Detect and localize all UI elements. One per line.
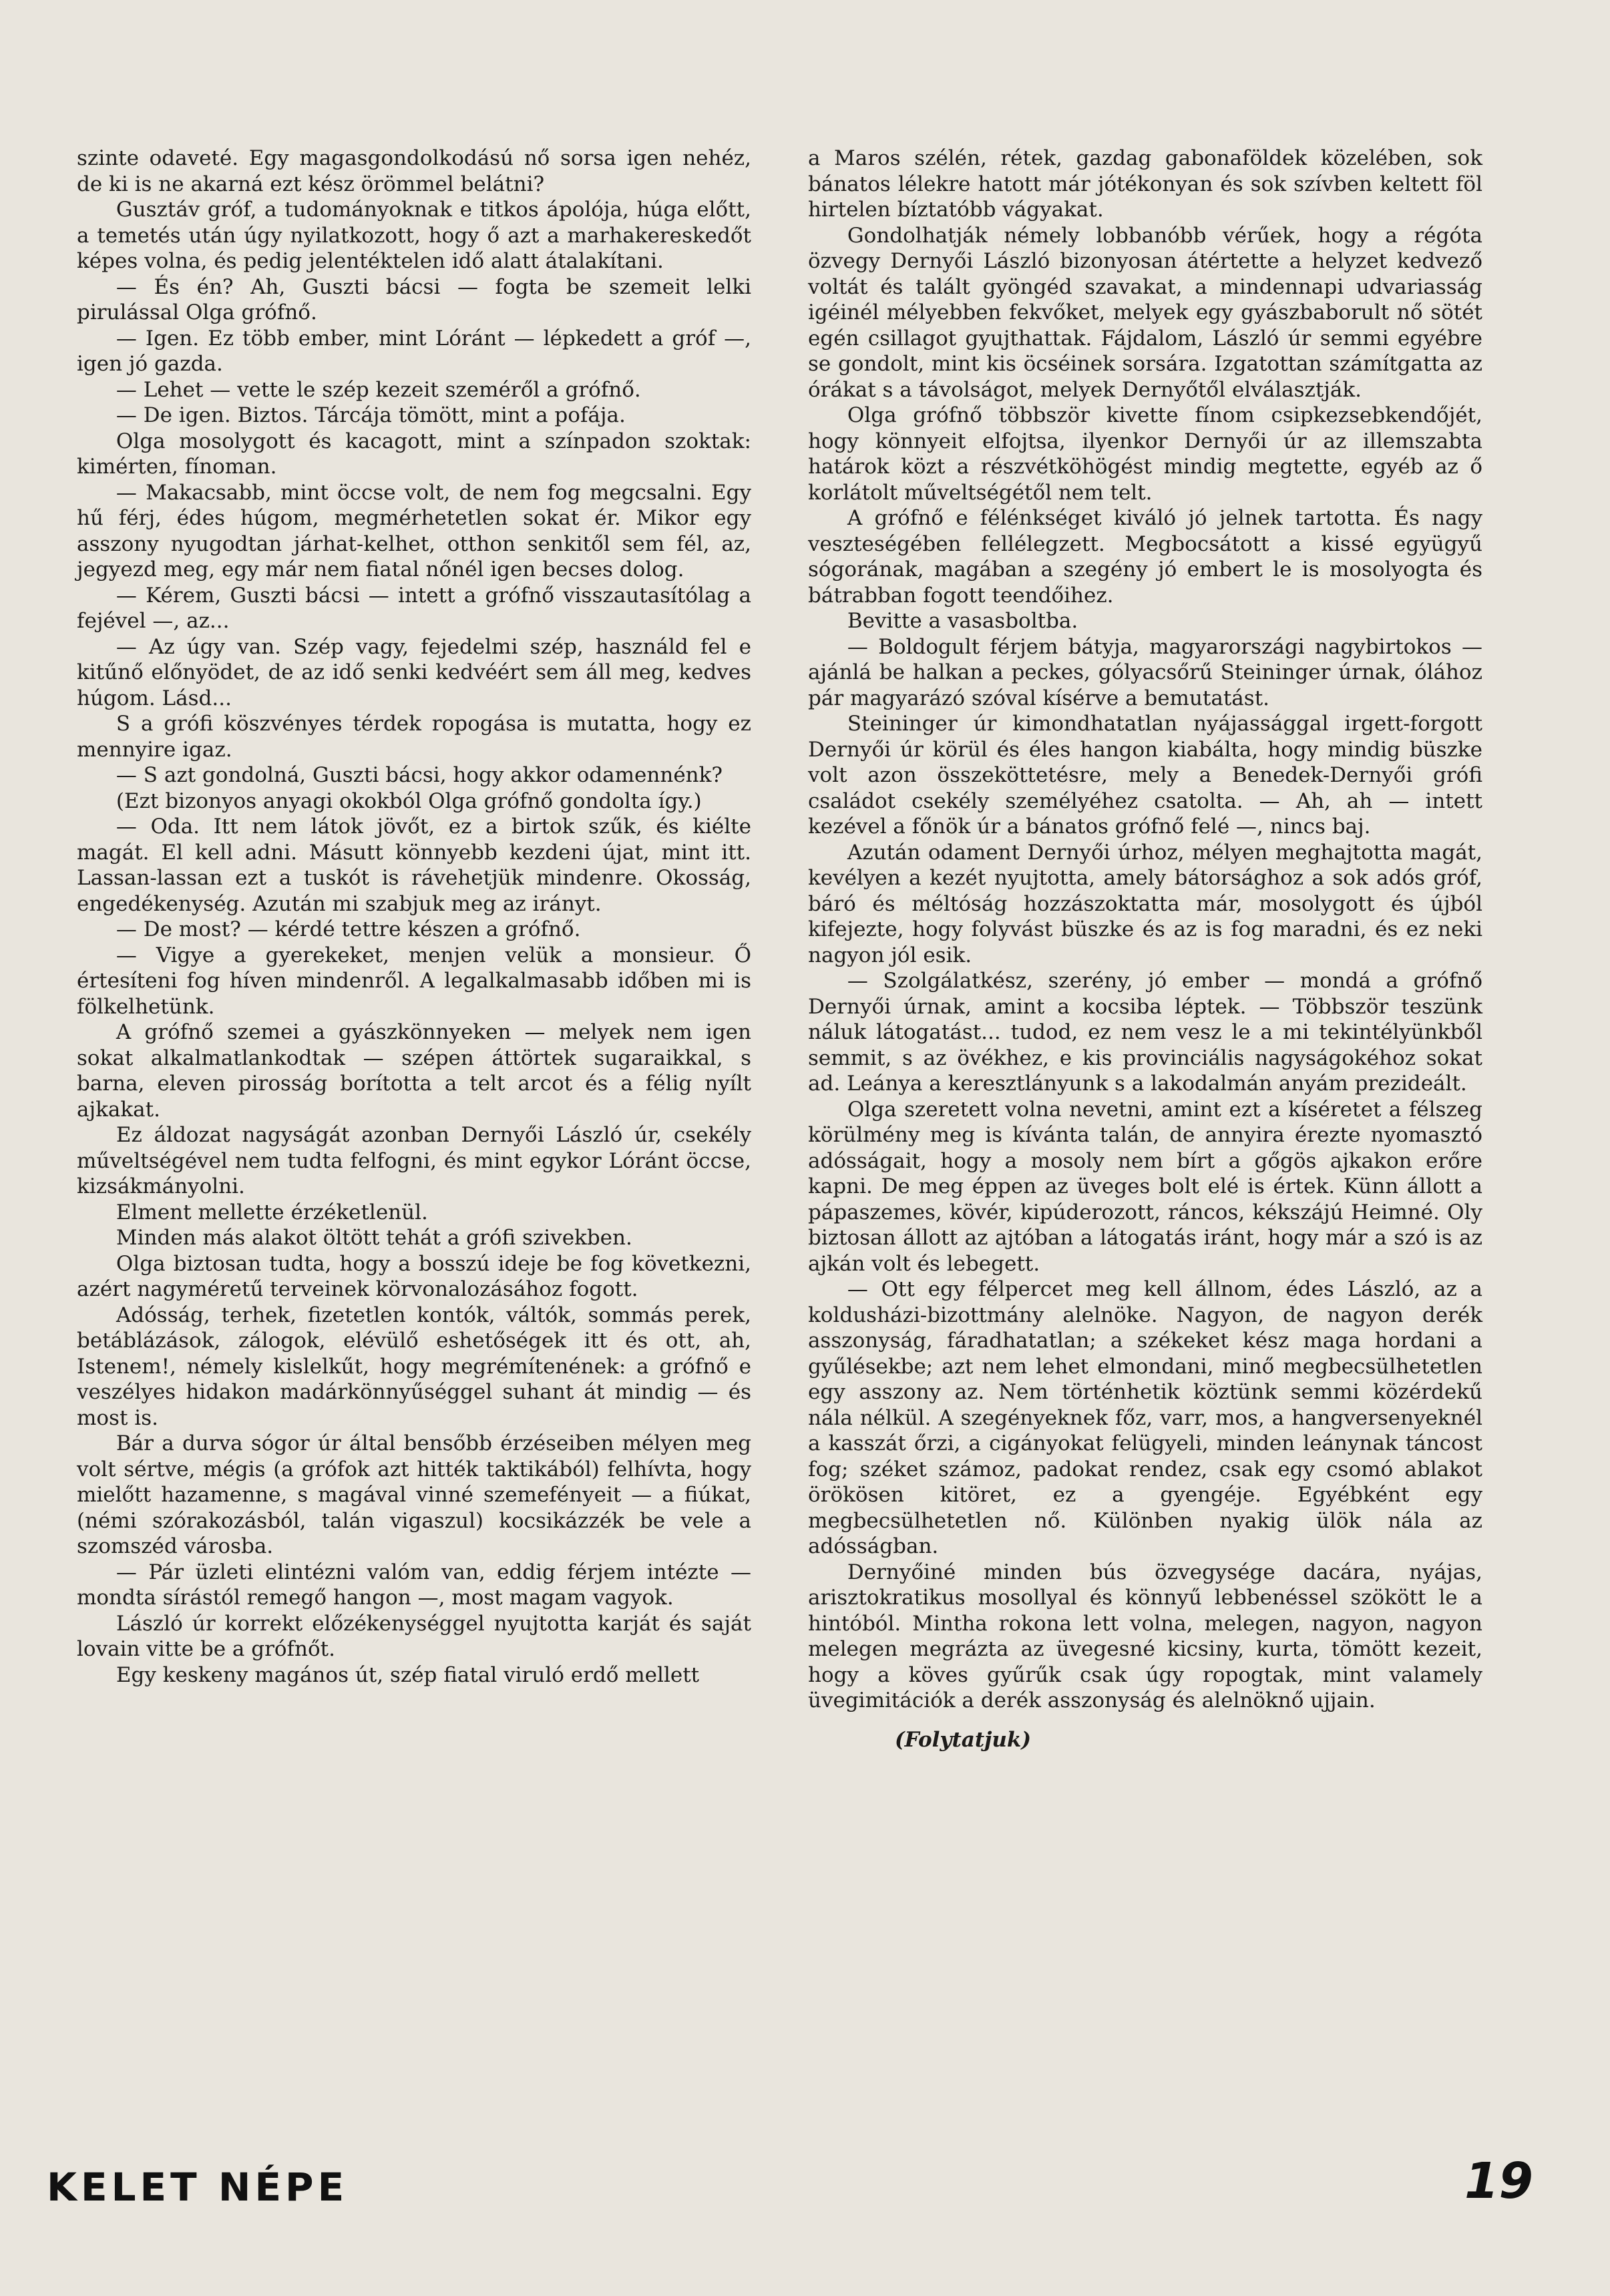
paragraph: Elment mellette érzéketlenül. xyxy=(116,1200,428,1224)
paragraph: Gusztáv gróf, a tudományoknak e titkos ápolója, húga előtt, a temetés után úgy nyilatkozott, hogy ő azt a marhakereskedőt képes volna, és pedig jelentéktelen idő alatt átalakítani. xyxy=(77,198,751,273)
paragraph: — És én? Ah, Guszti bácsi — fogta be szemeit lelki pirulással Olga grófnő. xyxy=(77,274,751,324)
paragraph: Minden más alakot öltött tehát a grófi szivekben. xyxy=(116,1226,632,1250)
paragraph: Olga szeretett volna nevetni, amint ezt a kíséretet a félszeg körülmény meg is kívánta talán, de annyira érezte nyomasztó adósságait, hogy a mosoly nem bírt a gőgös ajkakon erőre kapni. De meg éppen az üveges bolt elé is értek. Künn állott a pápaszemes, kövér, kipúderozott, ráncos, kékszájú Heimné. Oly biztosan állott az ajtóban a látogatás iránt, hogy már a szó is az ajkán volt és lebegett. xyxy=(808,1097,1482,1276)
paragraph: A grófnő e félénkséget kiváló jó jelnek tartotta. És nagy veszteségében fellélegzett. Megbocsátott a kissé együgyű sógorának, magában a szegény jó embert le is mosolyogta és bátrabban fogott teendőihez. xyxy=(808,506,1482,608)
paragraph: — Lehet — vette le szép kezeit szeméről a grófnő. xyxy=(116,377,641,402)
to-be-continued-note: (Folytatjuk) xyxy=(895,1727,1032,1752)
paragraph: — Vigye a gyerekeket, menjen velük a monsieur. Ő értesíteni fog híven mindenről. A legalkalmasabb időben mi is fölkelhetünk. xyxy=(77,943,751,1019)
paragraph: — S azt gondolná, Guszti bácsi, hogy akkor odamennénk? xyxy=(116,763,723,787)
paragraph: — Az úgy van. Szép vagy, fejedelmi szép, használd fel e kitűnő előnyödet, de az idő senki kedvéért sem áll meg, kedves húgom. Lásd... xyxy=(77,634,751,710)
paragraph: — Ott egy félpercet meg kell állnom, édes László, az a koldusházi-bizottmány alelnöke. Nagyon, de nagyon derék asszonyság, fáradhatatlan; a székeket kész maga hordani a gyűlésekbe; azt nem lehet elmondani, minő megbecsülhetetlen egy asszony az. Nem történhetik köztünk semmi közérdekű nála nélkül. A szegényeknek főz, varr, mos, a hangversenyeknél a kasszát őrzi, a cigányokat felügyeli, minden leánynak táncost fog; széket számoz, padokat rendez, csak egy csomó ablakot örökösen kitöret, ez a gyengéje. Egyébként egy megbecsülhetetlen nő. Különben nyakig ülök nála az adósságban. xyxy=(808,1277,1482,1558)
paragraph: — Igen. Ez több ember, mint Lóránt — lépkedett a gróf —, igen jó gazda. xyxy=(77,326,751,376)
left-text-column xyxy=(77,146,751,1688)
paragraph: A grófnő szemei a gyászkönnyeken — melyek nem igen sokat alkalmatlankodtak — szépen áttörtek sugaraikkal, s barna, eleven pirosság borította a telt arcot és a félig nyílt ajkakat. xyxy=(77,1020,751,1122)
paragraph: László úr korrekt előzékenységgel nyujtotta karját és saját lovain vitte be a grófnőt. xyxy=(77,1611,751,1661)
paragraph: — De igen. Biztos. Tárcája tömött, mint a pofája. xyxy=(116,403,626,427)
right-text-column xyxy=(808,146,1482,1753)
paragraph: — De most? — kérdé tettre készen a grófnő. xyxy=(116,917,581,941)
paragraph: Bár a durva sógor úr által bensőbb érzéseiben mélyen meg volt sértve, mégis (a grófok azt hitték taktikából) felhívta, hogy mielőtt hazamenne, s magával vinné szemefényeit — a fiúkat, (némi szórakozásból, talán vigaszul) kocsikázzék be vele a szomszéd városba. xyxy=(77,1431,751,1558)
paragraph: — Oda. Itt nem látok jövőt, ez a birtok szűk, és kiélte magát. El kell adni. Másutt könnyebb kezdeni újat, mint itt. Lassan-lassan ezt a tuskót is rávehetjük mindenre. Okosság, engedékenység. Azután mi szabjuk meg az irányt. xyxy=(77,815,751,916)
paragraph: Gondolhatják némely lobbanóbb vérűek, hogy a régóta özvegy Dernyői László bizonyosan átértette a helyzet kedvező voltát és talált gyöngéd szavakat, a mindennapi udvariasság igéinél mélyebben fekvőket, melyek egy gyászbaborult nő sötét egén csillagot gyujthattak. Fájdalom, László úr semmi egyébre se gondolt, mint kis öcséinek sorsára. Izgatottan számítgatta az órákat s a távolságot, melyek Dernyőtől elválasztják. xyxy=(808,223,1482,402)
paragraph: Olga grófnő többször kivette fínom csipkezsebkendőjét, hogy könnyeit elfojtsa, ilyenkor Dernyői úr az illemszabta határok közt a részvétköhögést mindig megtette, egyéb az ő korlátolt műveltségétől nem telt. xyxy=(808,403,1482,505)
paragraph: a Maros szélén, rétek, gazdag gabonaföldek közelében, sok bánatos lélekre hatott már jótékonyan és sok szívben keltett föl hirtelen bíztatóbb vágyakat. xyxy=(808,146,1482,222)
paragraph: Adósság, terhek, fizetetlen kontók, váltók, sommás perek, betáblázások, zálogok, elévülő eshetőségek itt és ott, ah, Istenem!, némely kislelkűt, hogy megrémítenének: a grófnő e veszélyes hidakon madárkönnyűséggel suhant át mindig — és most is. xyxy=(77,1303,751,1430)
paragraph: szinte odaveté. Egy magasgondolkodású nő sorsa igen nehéz, de ki is ne akarná ezt kész örömmel belátni? xyxy=(77,146,751,196)
paragraph: — Kérem, Guszti bácsi — intett a grófnő visszautasítólag a fejével —, az... xyxy=(77,583,751,633)
paragraph: Steininger úr kimondhatatlan nyájassággal irgett-forgott Dernyői úr körül és éles hangon kiabálta, hogy mindig büszke volt azon összeköttetésre, mely a Benedek-Dernyői grófi családot csekély személyéhez csatolta. — Ah, ah — intett kezével a főnök úr a bánatos grófnő felé —, nincs baj. xyxy=(808,712,1482,839)
page-number: 19 xyxy=(1464,2152,1533,2210)
paragraph: Olga mosolygott és kacagott, mint a színpadon szoktak: kimérten, fínoman. xyxy=(77,429,751,479)
paragraph: Dernyőiné minden bús özvegysége dacára, nyájas, arisztokratikus mosollyal és könnyű lebbenéssel szökött le a hintóból. Mintha rokona lett volna, melegen, nagyon, nagyon melegen megrázta az üvegesné kicsiny, kurta, tömött kezeit, hogy a köves gyűrűk csak úgy ropogtak, mint valamely üvegimitációk a derék asszonyság és alelnöknő ujjain. xyxy=(808,1560,1482,1712)
paragraph: Azután odament Dernyői úrhoz, mélyen meghajtotta magát, kevélyen a kezét nyujtotta, amely bátorsághoz a sok adós gróf, báró és méltóság hozzászoktatta már, mosolygott és újból kifejezte, hogy folyvást büszke és az is fog maradni, és ez neki nagyon jól esik. xyxy=(808,840,1482,967)
paragraph: Olga biztosan tudta, hogy a bosszú ideje be fog következni, azért nagyméretű terveinek körvonalozásához fogott. xyxy=(77,1251,751,1301)
paragraph: — Szolgálatkész, szerény, jó ember — mondá a grófnő Dernyői úrnak, amint a kocsiba léptek. — Többször teszünk náluk látogatást... tudod, ez nem vesz le a mi tekintélyünkből semmit, s az övékhez, e kis provinciális nagyságokéhoz sokat ad. Leánya a keresztlányunk s a lakodalmán anyám prezideált. xyxy=(808,969,1482,1096)
magazine-title: KELET NÉPE xyxy=(47,2164,349,2210)
paragraph: (Ezt bizonyos anyagi okokból Olga grófnő gondolta így.) xyxy=(116,788,702,813)
paragraph: S a grófi köszvényes térdek ropogása is mutatta, hogy ez mennyire igaz. xyxy=(77,712,751,762)
paragraph: — Boldogult férjem bátyja, magyarországi nagybirtokos — ajánlá be halkan a peckes, gólyacsőrű Steininger úrnak, ólához pár magyarázó szóval kísérve a bemutatást. xyxy=(808,634,1482,710)
paragraph: Egy keskeny magános út, szép fiatal viruló erdő mellett xyxy=(116,1662,700,1687)
paragraph: Bevitte a vasasboltba. xyxy=(847,609,1078,633)
paragraph: — Pár üzleti elintézni valóm van, eddig férjem intézte — mondta sírástól remegő hangon —, most magam vagyok. xyxy=(77,1560,751,1610)
paragraph: Ez áldozat nagyságát azonban Dernyői László úr, csekély műveltségével nem tudta felfogni, és mint egykor Lóránt öccse, kizsákmányolni. xyxy=(77,1123,751,1198)
paragraph: — Makacsabb, mint öccse volt, de nem fog megcsalni. Egy hű férj, édes húgom, megmérhetetlen sokat ér. Mikor egy asszony nyugodtan járhat-kelhet, otthon senkitől sem fél, az, jegyezd meg, egy már nem fiatal nőnél igen becses dolog. xyxy=(77,480,751,582)
